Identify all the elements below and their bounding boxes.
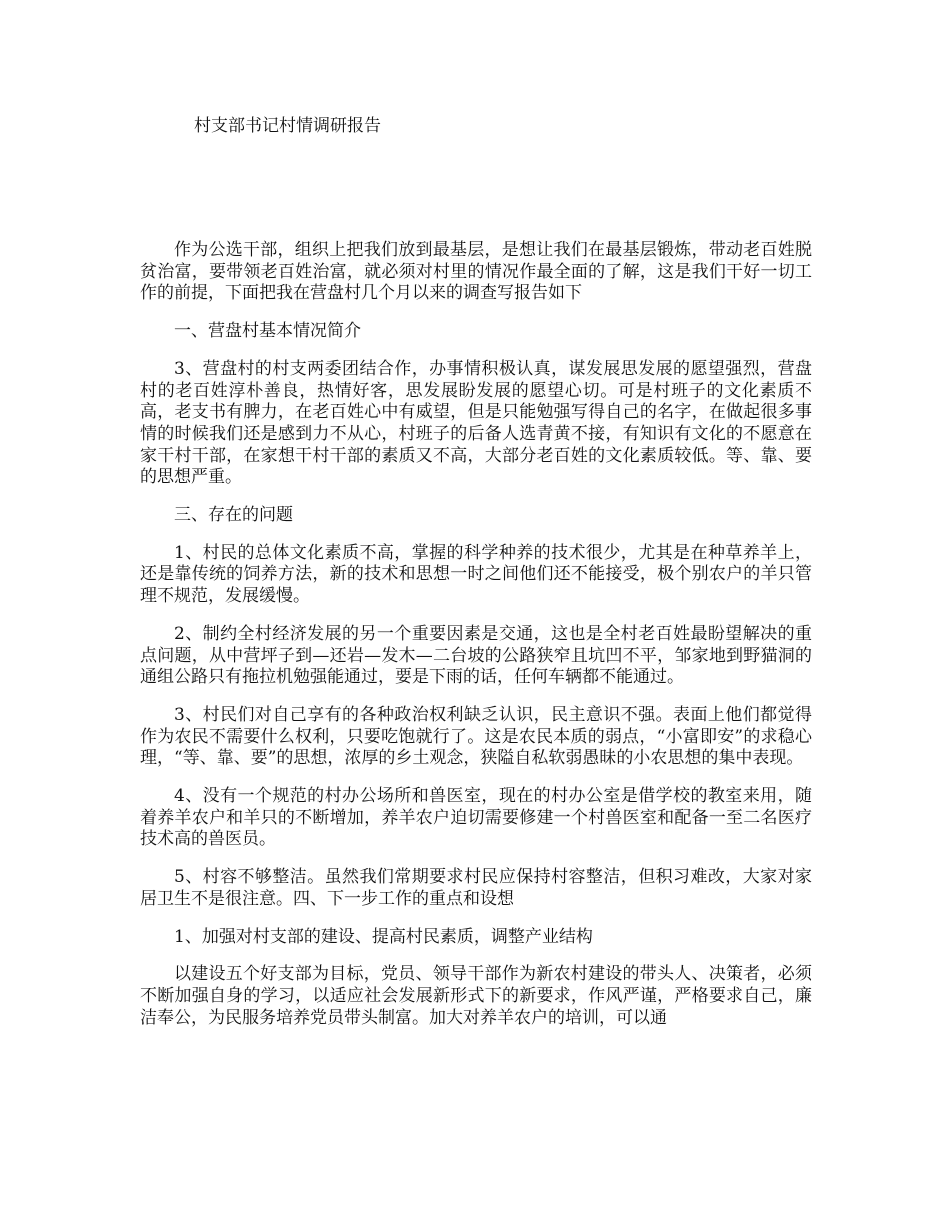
plan-1-heading: 1、加强对村支部的建设、提高村民素质，调整产业结构 xyxy=(174,926,593,947)
section-heading-problems: 三、存在的问题 xyxy=(174,505,293,526)
problem-4-paragraph: 4、没有一个规范的村办公场所和兽医室，现在的村办公室是借学校的教室来用，随着养羊农户和羊只的不断增加，养羊农户迫切需要修建一个村兽医室和配备一至二名医疗技术高的兽医员。 xyxy=(140,786,812,850)
document-body xyxy=(140,240,812,1045)
paragraph-village-committee: 3、营盘村的村支两委团结合作，办事情积极认真，谋发展思发展的愿望强烈，营盘村的老百姓淳朴善良，热情好客，思发展盼发展的愿望心切。可是村班子的文化素质不高，老支书有脾力，在老百姓心中有威望，但是只能勉强写得自己的名字，在做起很多事情的时候我们还是感到力不从心，村班子的后备人选青黄不接，有知识有文化的不愿意在家干村干部，在家想干村干部的素质又不高，大部分老百姓的文化素质较低。等、靠、要的思想严重。 xyxy=(140,358,812,488)
problem-1-paragraph: 1、村民的总体文化素质不高，掌握的科学种养的技术很少，尤其是在种草养羊上，还是靠传统的饲养方法，新的技术和思想一时之间他们还不能接受，极个别农户的羊只管理不规范，发展缓慢。 xyxy=(140,542,812,607)
section-heading-basic-info: 一、营盘村基本情况简介 xyxy=(174,321,361,342)
plan-1-paragraph: 以建设五个好支部为目标，党员、领导干部作为新农村建设的带头人、决策者，必须不断加强自身的学习，以适应社会发展新形式下的新要求，作风严谨，严格要求自己，廉洁奉公，为民服务培养党员带头制富。加大对养羊农户的培训，可以通 xyxy=(140,964,812,1028)
problem-3-paragraph: 3、村民们对自己享有的各种政治权利缺乏认识，民主意识不强。表面上他们都觉得作为农民不需要什么权利，只要吃饱就行了。这是农民本质的弱点，“小富即安”的求稳心理，“等、靠、要”的思想，浓厚的乡土观念，狭隘自私软弱愚昧的小农思想的集中表现。 xyxy=(140,704,812,769)
document-title: 村支部书记村情调研报告 xyxy=(194,116,381,136)
problem-5-paragraph: 5、村容不够整洁。虽然我们常期要求村民应保持村容整洁，但积习难改，大家对家居卫生不是很注意。四、下一步工作的重点和设想 xyxy=(140,867,812,909)
problem-2-paragraph: 2、制约全村经济发展的另一个重要因素是交通，这也是全村老百姓最盼望解决的重点问题，从中营坪子到—还岩—发木—二台坡的公路狭窄且坑凹不平，邹家地到野猫洞的通组公路只有拖拉机勉强能通过，要是下雨的话，任何车辆都不能通过。 xyxy=(140,623,812,688)
intro-paragraph: 作为公选干部，组织上把我们放到最基层，是想让我们在最基层锻炼，带动老百姓脱贫治富，要带领老百姓治富，就必须对村里的情况作最全面的了解，这是我们干好一切工作的前提，下面把我在营盘村几个月以来的调查写报告如下 xyxy=(140,240,812,304)
